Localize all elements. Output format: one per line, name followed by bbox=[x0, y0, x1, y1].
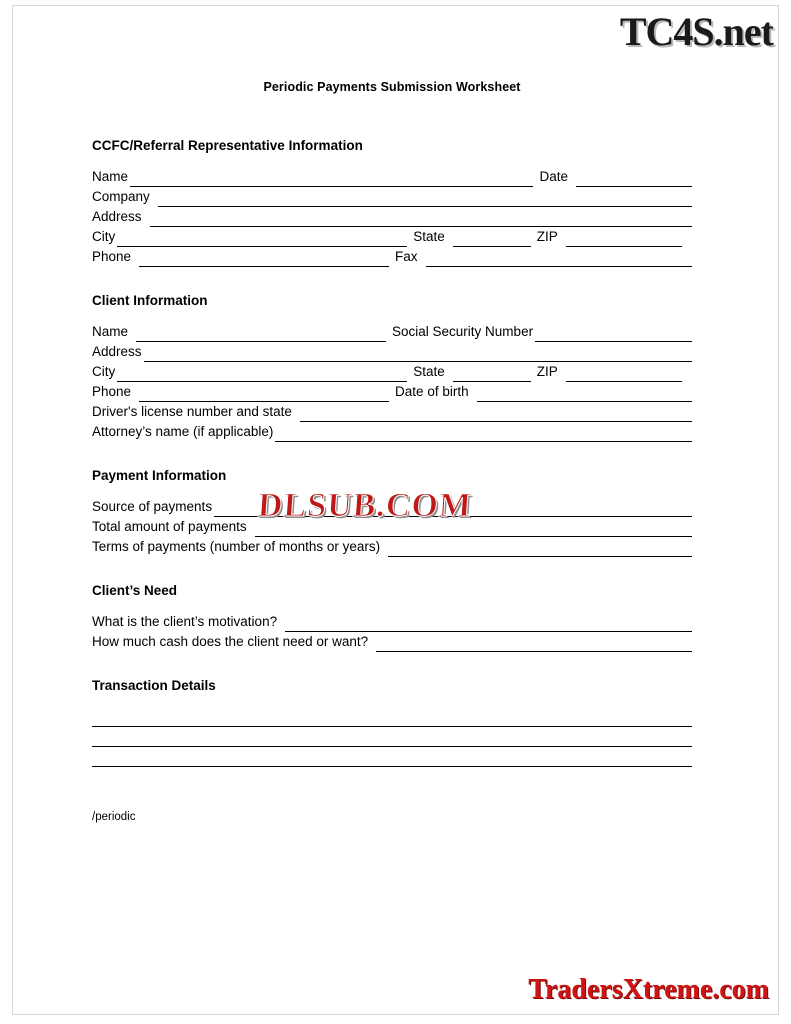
transaction-details-line-2[interactable] bbox=[92, 727, 692, 747]
page-title: Periodic Payments Submission Worksheet bbox=[263, 80, 521, 94]
transaction-details-line-1[interactable] bbox=[92, 707, 692, 727]
field-input-client-zip[interactable] bbox=[566, 366, 682, 382]
field-row-rep-phone bbox=[92, 247, 692, 267]
field-label-dob: Date of birth bbox=[395, 384, 469, 399]
field-row-rep-company bbox=[92, 187, 692, 207]
field-row-attorney-name bbox=[92, 422, 692, 442]
field-input-company[interactable] bbox=[158, 191, 692, 207]
field-label-address: Address bbox=[92, 209, 142, 224]
field-label-fax: Fax bbox=[395, 249, 418, 264]
field-input-attorney-name[interactable] bbox=[275, 426, 692, 442]
section-heading-transaction-details: Transaction Details bbox=[92, 678, 216, 693]
field-label-drivers-license: Driver's license number and state bbox=[92, 404, 292, 419]
field-row-client-address bbox=[92, 342, 692, 362]
section-heading-client: Client Information bbox=[92, 293, 208, 308]
field-input-city[interactable] bbox=[117, 231, 407, 247]
field-row-rep-name bbox=[92, 167, 692, 187]
field-label-motivation: What is the client’s motivation? bbox=[92, 614, 278, 629]
field-input-ssn[interactable] bbox=[535, 326, 692, 342]
field-label-cash-needed: How much cash does the client need or want? bbox=[92, 634, 369, 649]
section-heading-representative: CCFC/Referral Representative Information bbox=[92, 138, 363, 153]
field-input-client-address[interactable] bbox=[144, 346, 692, 362]
field-input-name[interactable] bbox=[130, 171, 533, 187]
field-row-client-phone bbox=[92, 382, 692, 402]
field-label-client-zip: ZIP bbox=[536, 364, 558, 379]
watermark-center: DLSUB.COM bbox=[256, 487, 474, 524]
field-input-address[interactable] bbox=[150, 211, 692, 227]
document-body bbox=[92, 80, 692, 823]
field-row-cash-needed bbox=[92, 632, 692, 652]
field-row-rep-city bbox=[92, 227, 692, 247]
field-label-client-name: Name bbox=[92, 324, 129, 339]
field-label-ssn: Social Security Number bbox=[392, 324, 534, 339]
transaction-details-line-3[interactable] bbox=[92, 747, 692, 767]
watermark-top-right: TC4S.net bbox=[619, 9, 773, 54]
field-label-client-city: City bbox=[92, 364, 116, 379]
field-label-state: State bbox=[413, 229, 445, 244]
field-label-terms-of-payments: Terms of payments (number of months or years) bbox=[92, 539, 381, 554]
field-input-terms-of-payments[interactable] bbox=[388, 541, 692, 557]
field-label-zip: ZIP bbox=[536, 229, 558, 244]
section-heading-payment: Payment Information bbox=[92, 468, 227, 483]
field-label-city: City bbox=[92, 229, 116, 244]
field-row-drivers-license bbox=[92, 402, 692, 422]
field-input-state[interactable] bbox=[453, 231, 531, 247]
field-input-zip[interactable] bbox=[566, 231, 682, 247]
field-label-name: Name bbox=[92, 169, 129, 184]
field-label-client-phone: Phone bbox=[92, 384, 132, 399]
field-row-terms-of-payments bbox=[92, 537, 692, 557]
field-input-date[interactable] bbox=[576, 171, 692, 187]
field-label-company: Company bbox=[92, 189, 150, 204]
footer-note: /periodic bbox=[92, 811, 136, 823]
field-row-client-city bbox=[92, 362, 692, 382]
field-input-drivers-license[interactable] bbox=[300, 406, 692, 422]
field-row-motivation bbox=[92, 612, 692, 632]
field-label-source-of-payments: Source of payments bbox=[92, 499, 213, 514]
field-label-client-state: State bbox=[413, 364, 445, 379]
field-label-total-amount: Total amount of payments bbox=[92, 519, 247, 534]
field-input-motivation[interactable] bbox=[285, 616, 692, 632]
field-row-rep-address bbox=[92, 207, 692, 227]
field-input-client-name[interactable] bbox=[136, 326, 386, 342]
field-label-phone: Phone bbox=[92, 249, 132, 264]
field-input-client-phone[interactable] bbox=[139, 386, 389, 402]
field-input-client-state[interactable] bbox=[453, 366, 531, 382]
field-input-dob[interactable] bbox=[477, 386, 692, 402]
field-input-cash-needed[interactable] bbox=[376, 636, 692, 652]
field-input-client-city[interactable] bbox=[117, 366, 407, 382]
field-input-fax[interactable] bbox=[426, 251, 692, 267]
section-heading-clients-need: Client’s Need bbox=[92, 583, 178, 598]
field-input-phone[interactable] bbox=[139, 251, 389, 267]
watermark-bottom-right: TradersXtreme.com bbox=[528, 974, 769, 1005]
field-label-client-address: Address bbox=[92, 344, 142, 359]
field-row-client-name bbox=[92, 322, 692, 342]
field-label-date: Date bbox=[539, 169, 568, 184]
field-label-attorney-name: Attorney’s name (if applicable) bbox=[92, 424, 274, 439]
